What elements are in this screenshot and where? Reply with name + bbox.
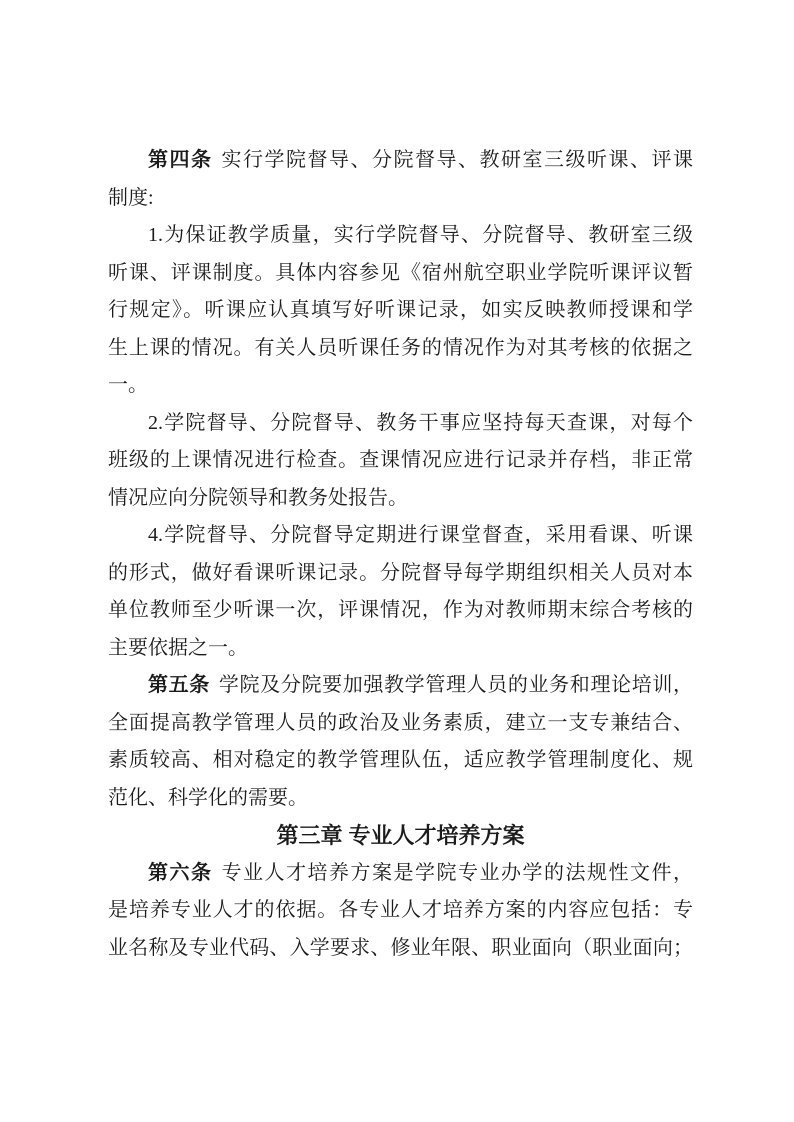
line-text: 实行学院督导、分院督导、教研室三级听课、评课 bbox=[221, 149, 693, 171]
body-text-line: 班级的上课情况进行检查。查课情况应进行记录并存档，非正常 bbox=[108, 449, 693, 471]
body-text-line: 主要依据之一。 bbox=[108, 636, 248, 659]
line-text: 专业人才培养方案是学院专业办学的法规性文件， bbox=[221, 861, 693, 884]
body-text-line: 范化、科学化的需要。 bbox=[108, 786, 308, 809]
body-text-line: 全面提高教学管理人员的政治及业务素质，建立一支专兼结合、 bbox=[108, 711, 693, 734]
body-text-line bbox=[108, 142, 693, 180]
body-text-line: 生上课的情况。有关人员听课任务的情况作为对其考核的依据之 bbox=[108, 336, 693, 359]
body-text-line: 一。 bbox=[108, 374, 148, 396]
body-text-line: 听课、评课制度。具体内容参见《宿州航空职业学院听课评议暂 bbox=[108, 261, 693, 284]
body-text-line bbox=[108, 667, 693, 705]
article-number: 第四条 bbox=[148, 149, 213, 171]
body-text-line: 1.为保证教学质量，实行学院督导、分院督导、教研室三级 bbox=[148, 224, 693, 246]
body-text-line: 情况应向分院领导和教务处报告。 bbox=[108, 486, 408, 509]
body-text-line: 4.学院督导、分院督导定期进行课堂督查，采用看课、听课 bbox=[148, 524, 693, 546]
body-text-line: 制度: bbox=[108, 186, 154, 209]
body-text-line: 业名称及专业代码、入学要求、修业年限、职业面向（职业面向； bbox=[108, 936, 693, 959]
body-text-line: 行规定》。听课应认真填写好听课记录，如实反映教师授课和学 bbox=[108, 299, 693, 321]
body-text-line: 2.学院督导、分院督导、教务干事应坚持每天查课，对每个 bbox=[148, 411, 693, 434]
body-text-line: 的形式，做好看课听课记录。分院督导每学期组织相关人员对本 bbox=[108, 561, 693, 584]
body-text-line: 是培养专业人才的依据。各专业人才培养方案的内容应包括：专 bbox=[108, 899, 693, 921]
article-number: 第六条 bbox=[148, 861, 213, 884]
chapter-heading: 第三章 专业人才培养方案 bbox=[276, 823, 525, 848]
body-text-line bbox=[108, 855, 693, 893]
document-body bbox=[108, 142, 693, 967]
body-text-line: 单位教师至少听课一次，评课情况，作为对教师期末综合考核的 bbox=[108, 599, 693, 621]
body-text-line: 素质较高、相对稳定的教学管理队伍，适应教学管理制度化、规 bbox=[108, 749, 693, 771]
line-text: 学院及分院要加强教学管理人员的业务和理论培训， bbox=[218, 674, 694, 696]
article-number: 第五条 bbox=[148, 674, 210, 696]
